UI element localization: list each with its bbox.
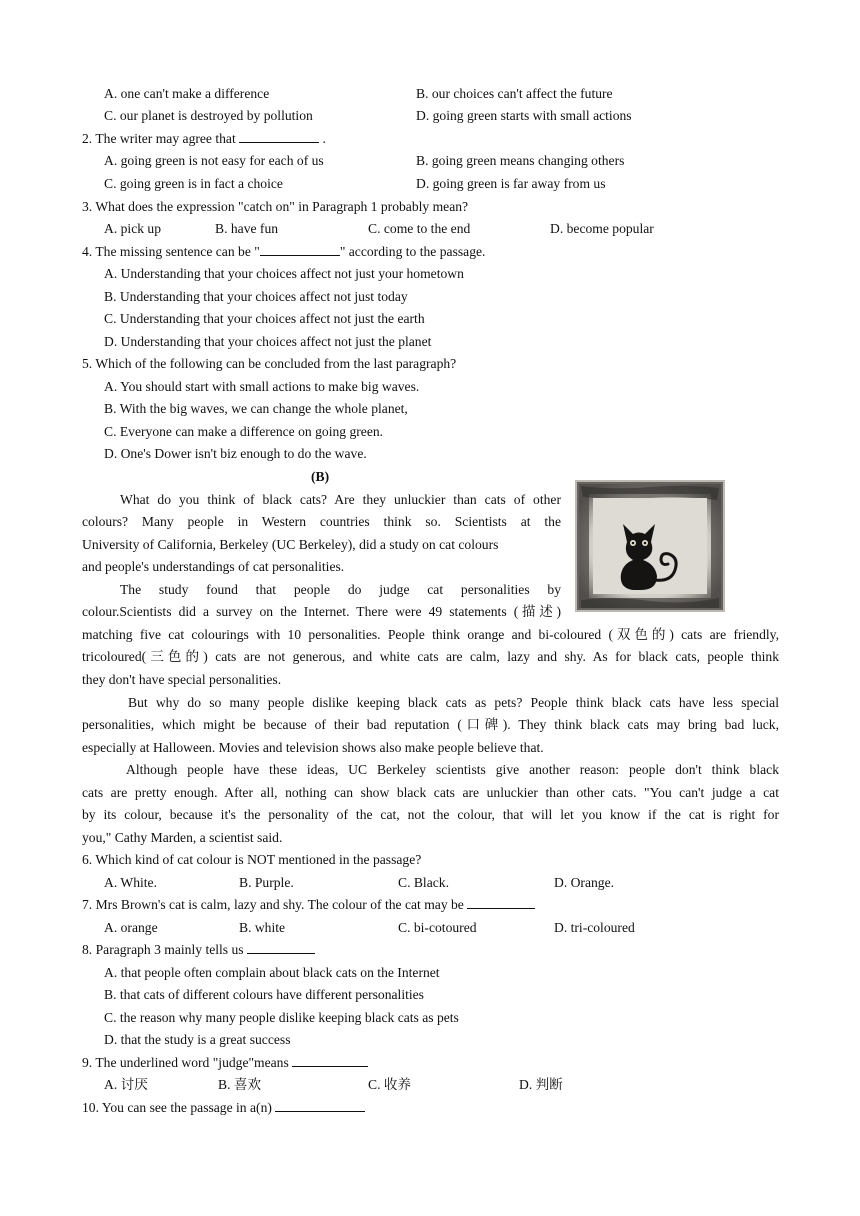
q5-option-d: D. One's Dower isn't biz enough to do the wave. — [104, 446, 367, 461]
q2-option-b: B. going green means changing others — [416, 153, 625, 168]
passage-line: especially at Halloween. Movies and television shows also make people believe that. — [82, 740, 544, 755]
q4-stem: 4. The missing sentence can be " " according to the passage. — [82, 244, 486, 259]
q6-stem: 6. Which kind of cat colour is NOT mentioned in the passage? — [82, 852, 422, 867]
passage-line: The study found that people do judge cat personalities by — [120, 582, 561, 597]
q9-option-d: D. 判断 — [519, 1077, 563, 1092]
passage-line: What do you think of black cats? Are they unluckier than cats of other — [120, 492, 561, 507]
passage-line: University of California, Berkeley (UC Berkeley), did a study on cat colours — [82, 537, 499, 552]
q7-option-c: C. bi-cotoured — [398, 920, 477, 935]
q3-option-c: C. come to the end — [368, 221, 471, 236]
passage-line: colour.Scientists did a survey on the Internet. There were 49 statements (描述) — [82, 604, 561, 619]
q9-option-c: C. 收养 — [368, 1077, 412, 1092]
q8-option-c: C. the reason why many people dislike keeping black cats as pets — [104, 1010, 459, 1025]
q2-option-a: A. going green is not easy for each of us — [104, 153, 324, 168]
q2-option-c: C. going green is in fact a choice — [104, 176, 283, 191]
q10-stem: 10. You can see the passage in a(n) — [82, 1099, 365, 1117]
passage-line: Although people have these ideas, UC Berkeley scientists give another reason: people don't think black — [126, 762, 779, 777]
q7-stem: 7. Mrs Brown's cat is calm, lazy and shy. The colour of the cat may be — [82, 896, 535, 914]
q2-stem: 2. The writer may agree that . — [82, 131, 326, 146]
q1-option-b: B. our choices can't affect the future — [416, 86, 613, 101]
passage-line: you," Cathy Marden, a scientist said. — [82, 830, 283, 845]
q7-option-b: B. white — [239, 920, 286, 935]
q9-stem: 9. The underlined word "judge"means — [82, 1054, 368, 1072]
q3-option-a: A. pick up — [104, 221, 162, 236]
q3-stem: 3. What does the expression "catch on" in Paragraph 1 probably mean? — [82, 199, 469, 214]
q7-option-d: D. tri-coloured — [554, 920, 635, 935]
q6-option-a: A. White. — [104, 875, 157, 890]
q3-option-b: B. have fun — [215, 221, 279, 236]
q4-option-c: C. Understanding that your choices affect not just the earth — [104, 311, 425, 326]
passage-line: colours? Many people in Western countries think so. Scientists at the — [82, 514, 561, 529]
q1-option-d: D. going green starts with small actions — [416, 108, 632, 123]
q1-option-a: A. one can't make a difference — [104, 86, 270, 101]
passage-line: by its colour, because it's the personality of the cat, not the colour, that will let you know if the cat is right for — [82, 807, 779, 822]
q6-option-d: D. Orange. — [554, 875, 615, 890]
q9-option-b: B. 喜欢 — [218, 1077, 262, 1092]
section-heading: (B) — [311, 469, 330, 484]
passage-line: cats are pretty enough. After all, nothing can show black cats are unluckier than other cats. "You can't judge a cat — [82, 785, 779, 800]
q2-option-d: D. going green is far away from us — [416, 176, 606, 191]
black-cat-picture — [575, 480, 725, 612]
q9-option-a: A. 讨厌 — [104, 1077, 148, 1092]
q8-option-a: A. that people often complain about black cats on the Internet — [104, 965, 440, 980]
q5-option-a: A. You should start with small actions to make big waves. — [104, 379, 420, 394]
q4-option-a: A. Understanding that your choices affect not just your hometown — [104, 266, 464, 281]
q6-option-b: B. Purple. — [239, 875, 294, 890]
q8-option-d: D. that the study is a great success — [104, 1032, 291, 1047]
q7-option-a: A. orange — [104, 920, 158, 935]
q5-option-b: B. With the big waves, we can change the whole planet, — [104, 401, 408, 416]
passage-line: and people's understandings of cat personalities. — [82, 559, 345, 574]
q3-option-d: D. become popular — [550, 221, 654, 236]
q5-option-c: C. Everyone can make a difference on going green. — [104, 424, 384, 439]
passage-line: matching five cat colourings with 10 personalities. People think orange and bi-coloured (双色的) cats are friendly, — [82, 627, 779, 642]
q4-option-b: B. Understanding that your choices affect not just today — [104, 289, 408, 304]
passage-line: personalities, which might be because of their bad reputation (口碑). They think black cats may bring bad luck, — [82, 717, 779, 732]
q6-option-c: C. Black. — [398, 875, 449, 890]
passage-line: But why do so many people dislike keeping black cats as pets? People think black cats have less special — [128, 695, 779, 710]
passage-line: tricoloured(三色的) cats are not generous, and white cats are calm, lazy and shy. As for black cats, people think — [82, 649, 779, 664]
q8-stem: 8. Paragraph 3 mainly tells us — [82, 941, 315, 959]
passage-line: they don't have special personalities. — [82, 672, 282, 687]
q8-option-b: B. that cats of different colours have different personalities — [104, 987, 424, 1002]
q1-option-c: C. our planet is destroyed by pollution — [104, 108, 313, 123]
q5-stem: 5. Which of the following can be concluded from the last paragraph? — [82, 356, 457, 371]
q4-option-d: D. Understanding that your choices affect not just the planet — [104, 334, 432, 349]
